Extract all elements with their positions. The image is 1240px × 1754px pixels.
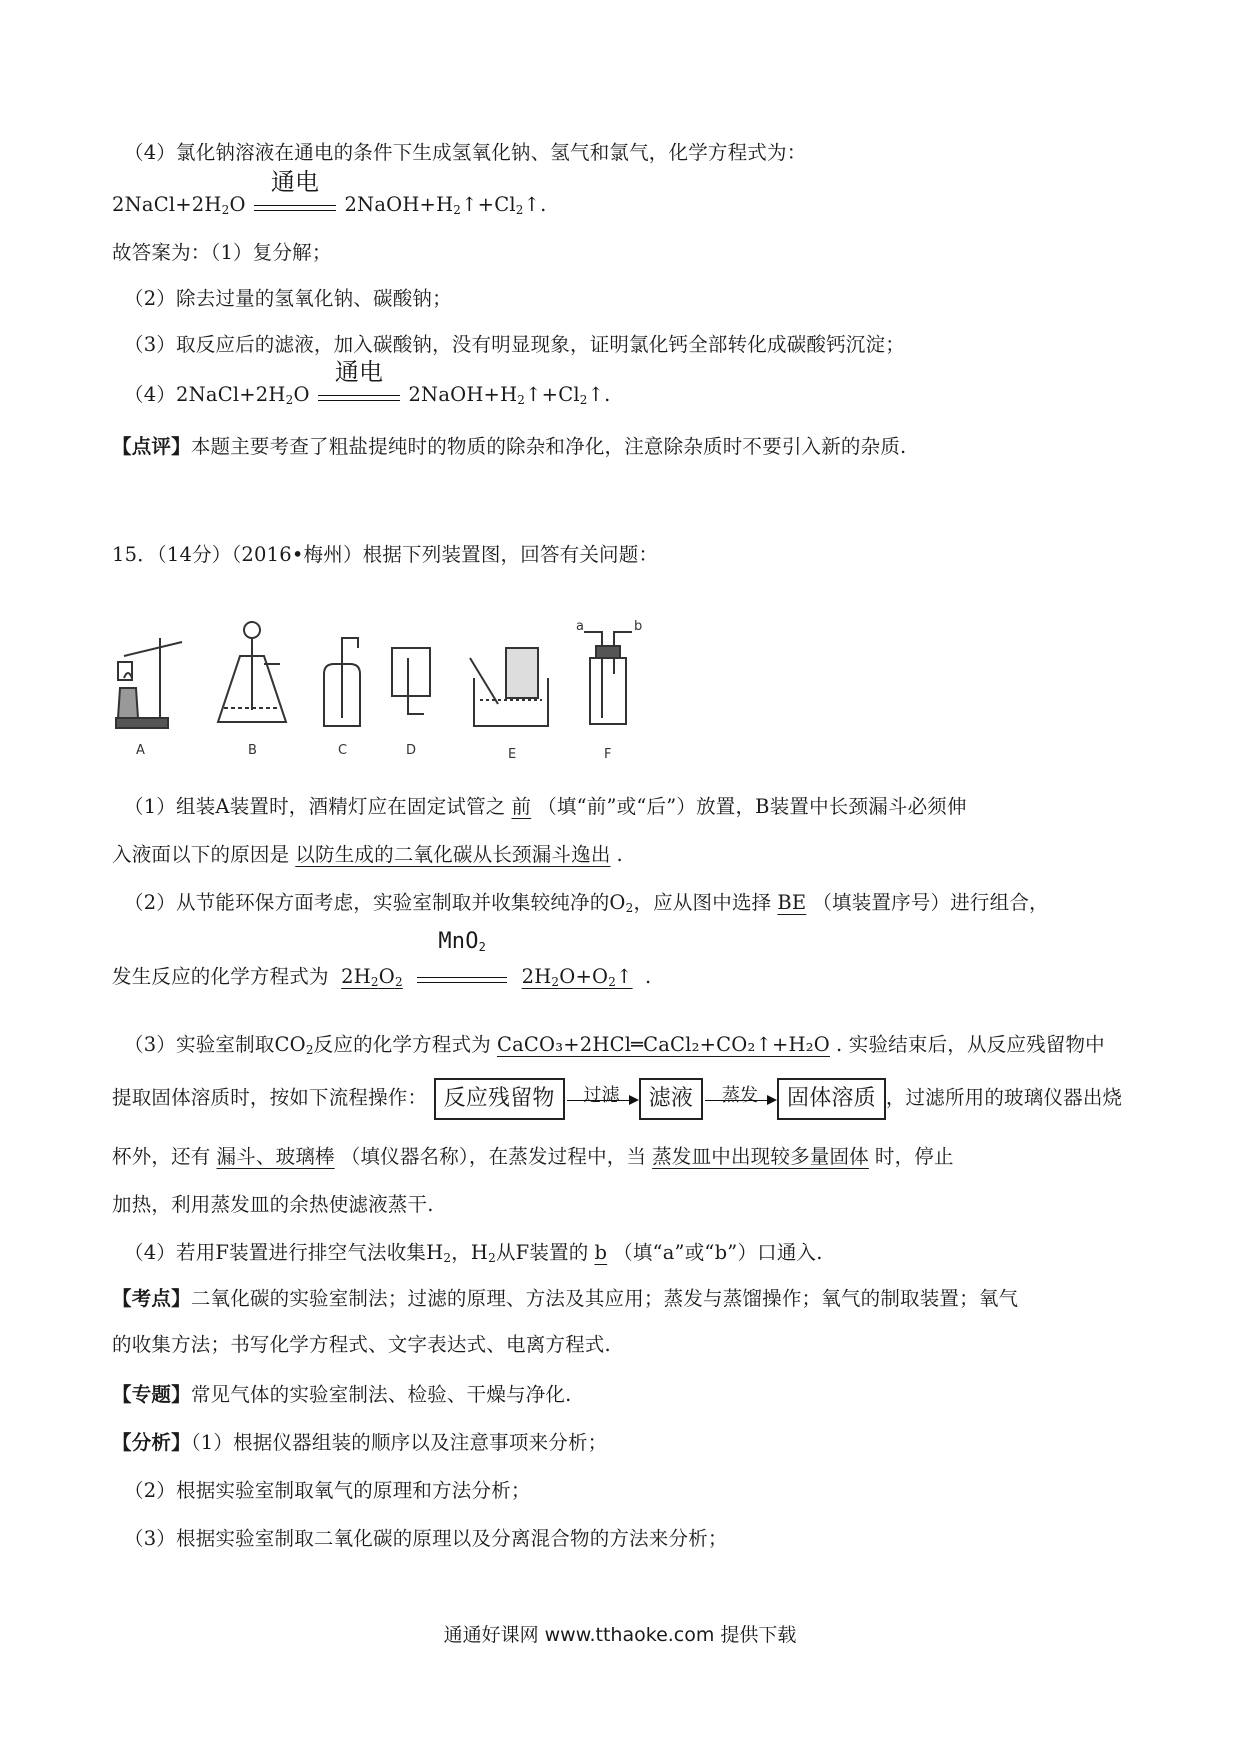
question-part-1: （1）组装A装置时，酒精灯应在固定试管之 前 （填“前”或“后”）放置，B装置中长颈漏斗必须伸 — [124, 795, 967, 818]
apparatus-figure — [110, 618, 710, 778]
question-part-4: （4）若用F装置进行排空气法收集$H_2$，$H_2$从F装置的 b （填“a”或“b”）口通入. — [124, 1241, 823, 1265]
fenxi-line-3: （3）根据实验室制取二氧化碳的原理以及分离混合物的方法来分析； — [124, 1527, 728, 1550]
comment-line: 【点评】本题主要考查了粗盐提纯时的物质的除杂和净化，注意除杂质时不要引入新的杂质. — [112, 435, 907, 458]
question-part-2-eq: 发生反应的化学方程式为 $2H_2O_2$ MnO$_2$ $2H_2O+O_2↑$ . — [112, 962, 651, 997]
apparatus-e-icon — [470, 648, 548, 726]
fenxi-line-2: （2）根据实验室制取氧气的原理和方法分析； — [124, 1479, 531, 1502]
text-line: （4）氯化钠溶液在通电的条件下生成氢氧化钠、氢气和氯气，化学方程式为： — [124, 141, 807, 164]
answer-blank: BE — [777, 891, 807, 914]
label-f: F — [604, 747, 612, 762]
kaodian-line: 【考点】二氧化碳的实验室制法；过滤的原理、方法及其应用；蒸发与蒸馏操作；氧气的制取装置；氧气 — [112, 1287, 1019, 1310]
label-b-port: b — [634, 619, 643, 634]
answer-equation-line: $(4)2NaCl+2H_2O$ 通电 $2NaOH+H_2↑+Cl_2↑$. — [124, 380, 611, 415]
question-part-2: （2）从节能环保方面考虑，实验室制取并收集较纯净的$O_2$，应从图中选择 BE （填装置序号）进行组合， — [124, 891, 1049, 915]
question-part-3-cont: 杯外，还有 漏斗、玻璃棒 （填仪器名称），在蒸发过程中，当 蒸发皿中出现较多量固体 时，停止 — [112, 1145, 954, 1168]
flow-step: 滤液 — [639, 1078, 703, 1120]
page-footer: 通通好课网 www.tthaoke.com 提供下载 — [443, 1624, 797, 1646]
answer-header: 故答案为：（1）复分解； — [112, 241, 332, 264]
answer-line: （3）取反应后的滤液，加入碳酸钠，没有明显现象，证明氯化钙全部转化成碳酸钙沉淀； — [124, 333, 905, 356]
flow-step: 反应残留物 — [434, 1078, 565, 1120]
fenxi-line: 【分析】（1）根据仪器组装的顺序以及注意事项来分析； — [112, 1431, 608, 1454]
answer-blank: CaCO₃+2HCl═CaCl₂+CO₂↑+H₂O — [496, 1033, 830, 1056]
flow-arrow: 过滤 — [565, 1080, 639, 1118]
question-part-1-cont: 入液面以下的原因是 以防生成的二氧化碳从长颈漏斗逸出 . — [112, 843, 623, 866]
reaction-condition: 通电 — [318, 381, 400, 411]
answer-line: （2）除去过量的氢氧化钠、碳酸钠； — [124, 287, 452, 310]
label-d: D — [406, 743, 417, 758]
label-a-port: a — [576, 619, 584, 634]
question-title: 15．（14分）（2016•梅州）根据下列装置图，回答有关问题： — [112, 543, 659, 566]
apparatus-b-icon — [218, 622, 286, 722]
label-b: B — [248, 743, 257, 758]
kaodian-line-2: 的收集方法；书写化学方程式、文字表达式、电离方程式. — [112, 1333, 611, 1356]
question-part-3-end: 加热，利用蒸发皿的余热使滤液蒸干. — [112, 1193, 434, 1216]
question-part-3-flow: 提取固体溶质时，按如下流程操作： 反应残留物 过滤 滤液 蒸发 固体溶质 ，过滤所用的玻璃仪器出烧 — [112, 1076, 1122, 1120]
equation-line: $2NaCl+2H_2O$ 通电 $2NaOH+H_2↑+Cl_2↑$. — [112, 190, 547, 225]
label-c: C — [338, 743, 348, 758]
answer-blank: $2H_2O_2$ — [341, 965, 403, 989]
apparatus-f-icon — [584, 632, 632, 724]
label-e: E — [508, 747, 517, 762]
flow-step: 固体溶质 — [777, 1078, 886, 1120]
apparatus-d-icon — [392, 648, 430, 714]
answer-blank: 蒸发皿中出现较多量固体 — [652, 1145, 869, 1168]
answer-blank: b — [594, 1241, 608, 1264]
answer-blank: 前 — [511, 795, 532, 818]
apparatus-c-icon — [324, 638, 360, 726]
flow-arrow: 蒸发 — [703, 1080, 777, 1118]
question-part-3: （3）实验室制取$CO_2$反应的化学方程式为 CaCO₃+2HCl═CaCl₂+CO₂↑+H₂O . 实验结束后，从反应残留物中 — [124, 1033, 1105, 1057]
label-a: A — [136, 743, 145, 758]
apparatus-drawing — [110, 618, 710, 778]
reaction-condition: MnO$_2$ — [417, 963, 507, 993]
apparatus-a-icon — [116, 638, 182, 728]
answer-blank: 漏斗、玻璃棒 — [216, 1145, 335, 1168]
answer-blank: $2H_2O+O_2↑$ — [521, 965, 633, 989]
reaction-condition: 通电 — [254, 191, 336, 221]
zhuanti-line: 【专题】常见气体的实验室制法、检验、干燥与净化. — [112, 1383, 572, 1406]
answer-blank: 以防生成的二氧化碳从长颈漏斗逸出 — [295, 843, 611, 866]
